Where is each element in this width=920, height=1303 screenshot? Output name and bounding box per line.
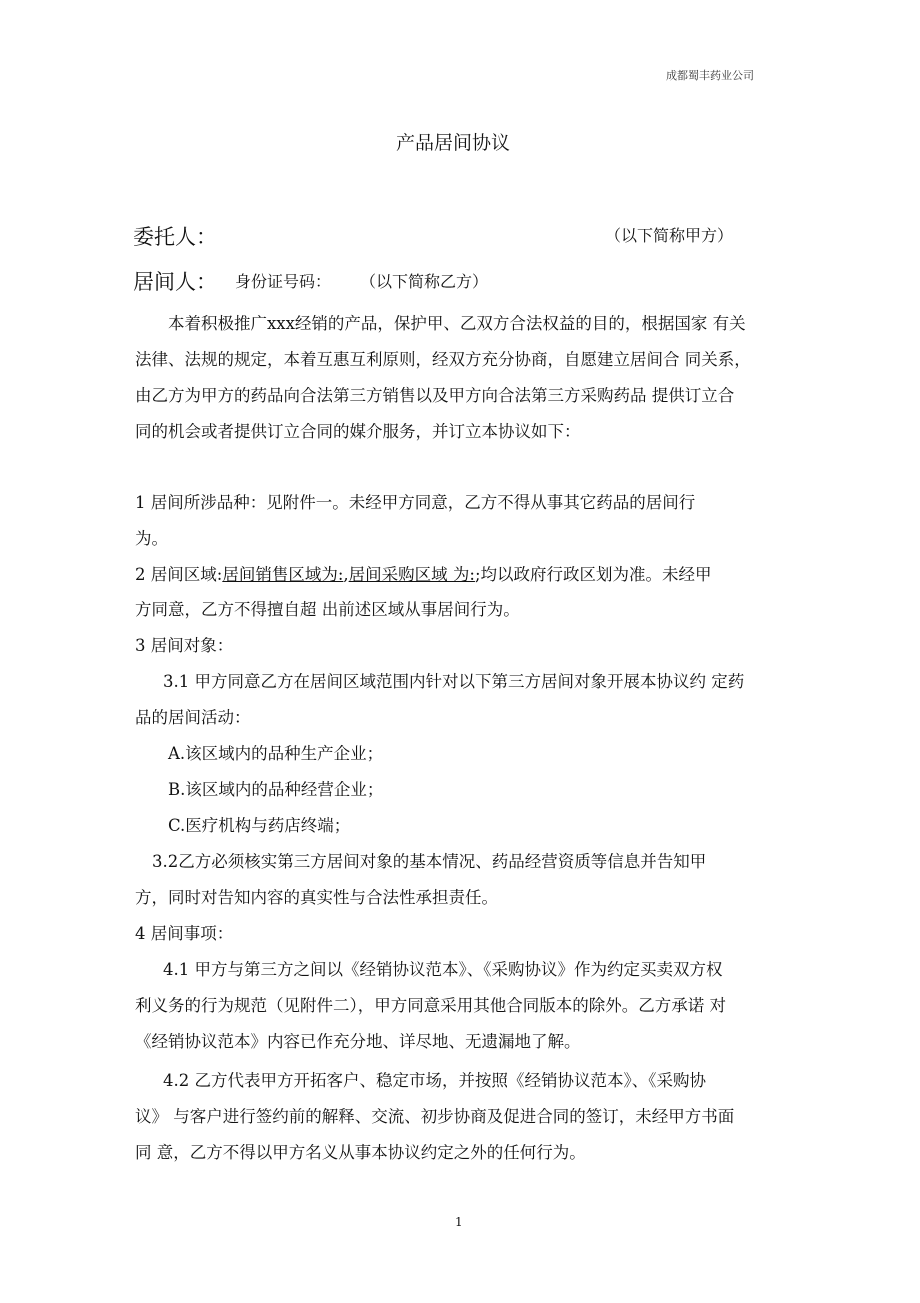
intermediary-label: 居间人： <box>133 270 217 294</box>
clause-3-2-line: 方，同时对告知内容的真实性与合法性承担责任。 <box>135 888 498 907</box>
clause-2-line <box>135 561 712 585</box>
clause-4-2-line: 4.2 乙方代表甲方开拓客户、稳定市场，并按照《经销协议范本》、《采购协 <box>163 1071 706 1090</box>
clause-4-1-line: 利义务的行为规范（见附件二），甲方同意采用其他合同版本的除外。乙方承诺 对 <box>135 996 726 1015</box>
preamble-line: 同的机会或者提供订立合同的媒介服务，并订立本协议如下： <box>135 422 581 441</box>
clause-2-prefix: 2 居间区域: <box>135 565 223 584</box>
principal-label: 委托人： <box>133 225 217 249</box>
clause-1-line: 为。 <box>135 529 168 548</box>
preamble-line: 本着积极推广xxx经销的产品，保护甲、乙双方合法权益的目的，根据国家 有关 <box>168 314 746 333</box>
clause-4-1-line: 4.1 甲方与第三方之间以《经销协议范本》、《采购协议》作为约定买卖双方权 <box>163 960 723 979</box>
clause-4-1-line: 《经销协议范本》内容已作充分地、详尽地、无遗漏地了解。 <box>135 1032 581 1051</box>
clause-4-2-line: 议》 与客户进行签约前的解释、交流、初步协商及促进合同的签订，未经甲方书面 <box>135 1107 735 1126</box>
preamble-line: 法律、法规的规定，本着互惠互利原则，经双方充分协商，自愿建立居间合 同关系， <box>135 350 751 369</box>
id-number-label: 身份证号码： <box>235 272 332 291</box>
clause-3-item-b: B.该区域内的品种经营企业； <box>168 780 384 799</box>
intermediary-note: （以下简称乙方） <box>360 272 489 291</box>
purchase-region-field: 居间采购区域 为: <box>348 565 475 584</box>
clause-4-2-line: 同 意，乙方不得以甲方名义从事本协议约定之外的任何行为。 <box>135 1143 586 1162</box>
clause-2-line: 方同意，乙方不得擅自超 出前述区域从事居间行为。 <box>135 600 520 619</box>
sales-region-field: 居间销售区域为: <box>222 565 344 584</box>
clause-3-1-line: 品的居间活动： <box>135 708 251 727</box>
clause-3-title: 3 居间对象： <box>135 636 234 655</box>
preamble-line: 由乙方为甲方的药品向合法第三方销售以及甲方向合法第三方采购药品 提供订立合 <box>135 386 735 405</box>
header-company-name: 成都蜀丰药业公司 <box>666 69 754 82</box>
principal-note: （以下简称甲方） <box>605 226 734 245</box>
page-number: 1 <box>455 1215 463 1229</box>
clause-4-title: 4 居间事项： <box>135 924 234 943</box>
clause-1-line: 1 居间所涉品种：见附件一。未经甲方同意，乙方不得从事其它药品的居间行 <box>135 493 696 512</box>
clause-2-comma: , <box>343 565 349 584</box>
clause-3-1-line: 3.1 甲方同意乙方在居间区域范围内针对以下第三方居间对象开展本协议约 定药 <box>163 672 745 691</box>
document-title: 产品居间协议 <box>396 132 511 154</box>
clause-3-2-line: 3.2乙方必须核实第三方居间对象的基本情况、药品经营资质等信息并告知甲 <box>152 852 707 871</box>
clause-3-item-a: A.该区域内的品种生产企业； <box>168 744 384 763</box>
clause-2-suffix: ;均以政府行政区划为准。未经甲 <box>474 565 712 584</box>
clause-3-item-c: C.医疗机构与药店终端； <box>168 816 351 835</box>
